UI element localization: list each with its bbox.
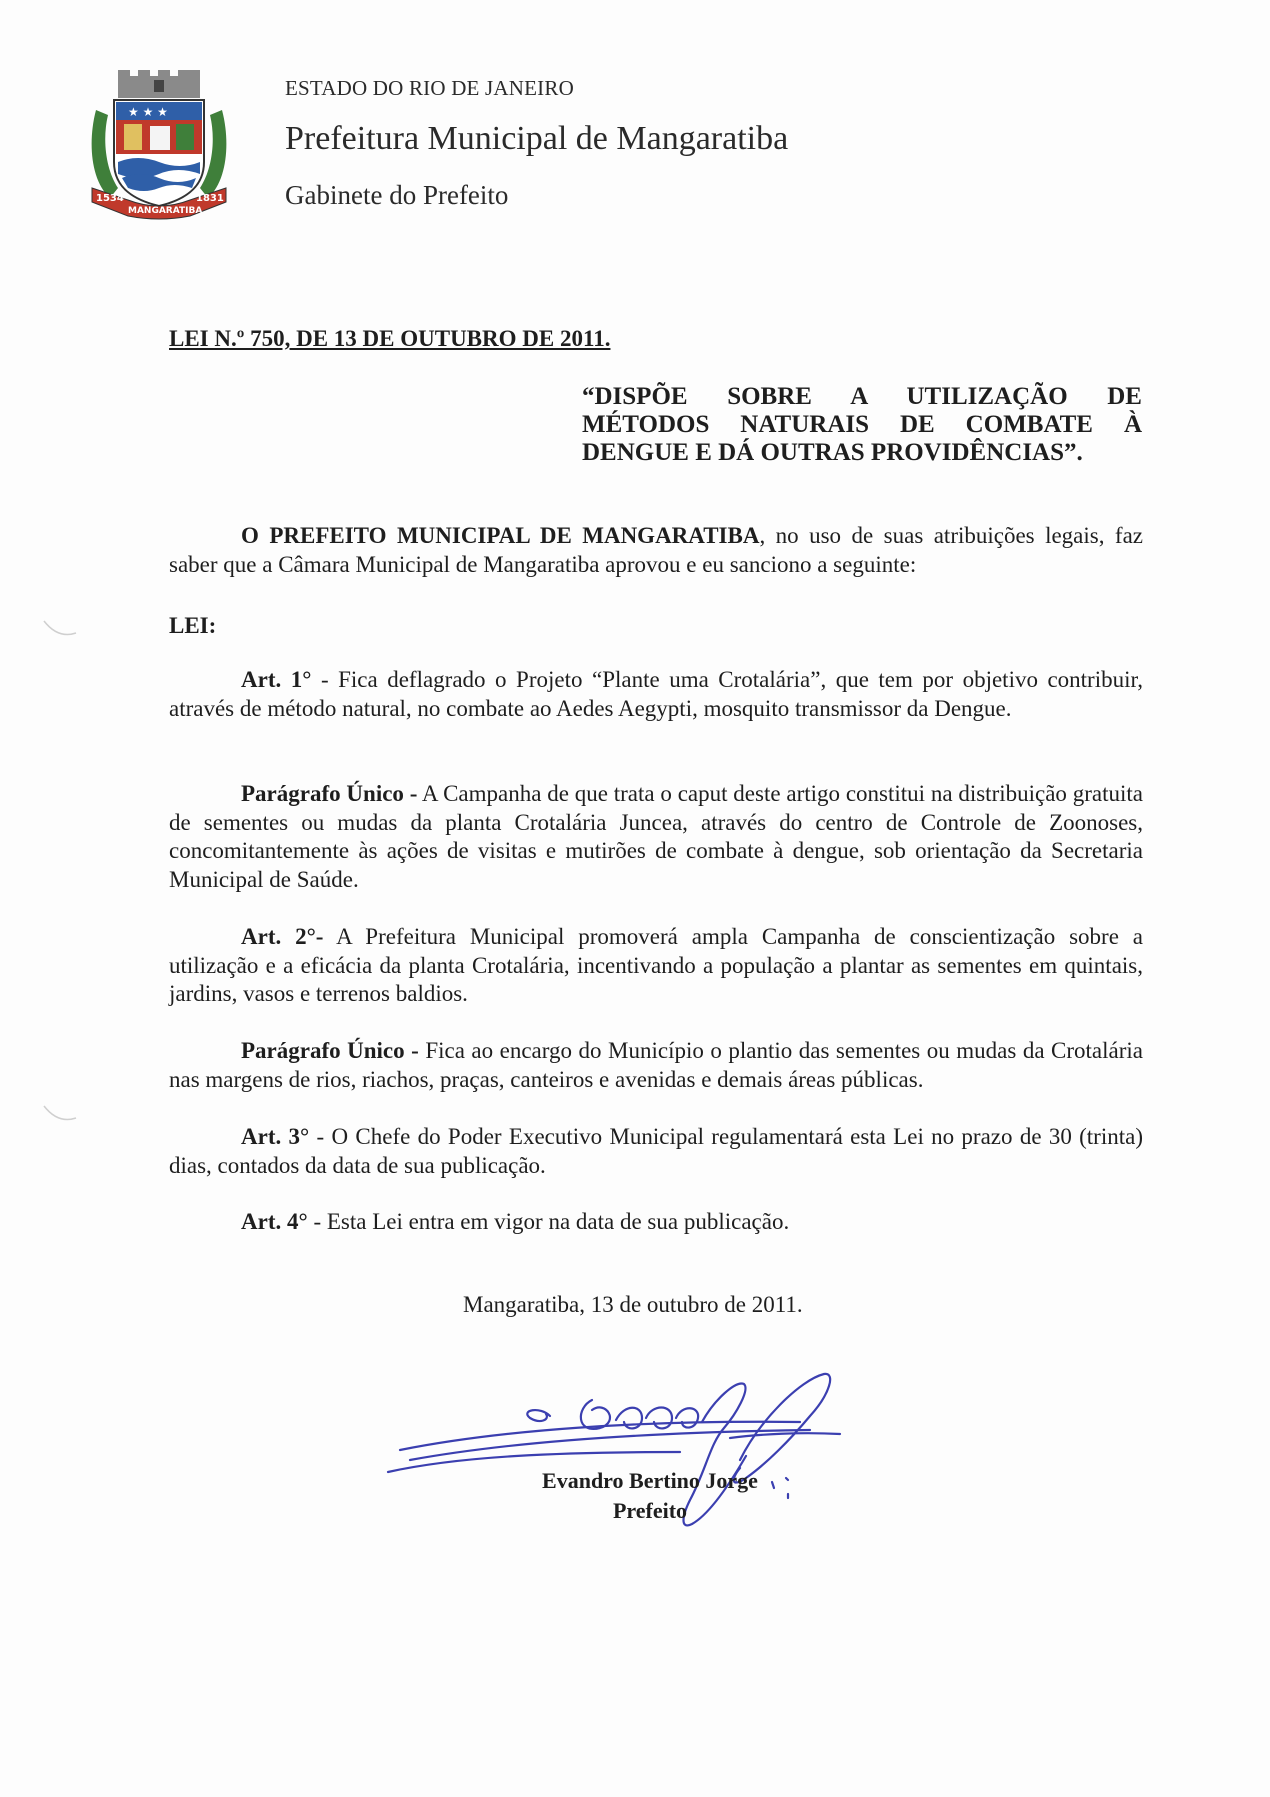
- paragraph-unico-1: [169, 780, 1143, 894]
- preamble: [169, 522, 1143, 579]
- ementa-line: MÉTODOS NATURAIS DE COMBATE À: [582, 411, 1142, 438]
- signer-name: Evandro Bertino Jorge: [542, 1468, 758, 1493]
- article-1: [169, 666, 1143, 723]
- state-heading: ESTADO DO RIO DE JANEIRO: [285, 76, 574, 100]
- binder-hole-mark: [40, 1100, 80, 1140]
- article-1-text: - Fica deflagrado o Projeto “Plante uma Crotalária”, que tem por objetivo contribuir, através de método natural, no combate ao Aedes Aegypti, mosquito transmissor da Dengue.: [169, 667, 1143, 721]
- binder-hole-mark: [40, 615, 80, 655]
- handwritten-signature: [380, 1360, 940, 1560]
- article-2: [169, 923, 1143, 1009]
- paragraph-unico-2: [169, 1037, 1143, 1094]
- article-3-label: Art. 3°: [241, 1124, 310, 1149]
- svg-text:★ ★ ★: ★ ★ ★: [128, 105, 168, 119]
- signer-role: Prefeito: [612, 1498, 688, 1523]
- gabinete-heading: Gabinete do Prefeito: [285, 180, 509, 210]
- ementa-line: DENGUE E DÁ OUTRAS PROVIDÊNCIAS”.: [582, 439, 1083, 466]
- article-4: [169, 1208, 1143, 1237]
- article-3: [169, 1123, 1143, 1180]
- paragraph-unico-2-label: Parágrafo Único -: [241, 1038, 419, 1063]
- lei-label: LEI:: [169, 613, 217, 638]
- law-ementa: [582, 383, 1142, 467]
- prefeitura-heading: Prefeitura Municipal de Mangaratiba: [285, 120, 789, 157]
- article-4-text: - Esta Lei entra em vigor na data de sua publicação.: [307, 1209, 790, 1234]
- preamble-text: , no uso de suas atribuições legais, faz saber que a Câmara Municipal de Mangaratiba aprovou e eu sanciono a seguinte:: [169, 523, 1143, 577]
- article-2-label: Art. 2°-: [241, 924, 324, 949]
- article-3-text: - O Chefe do Poder Executivo Municipal regulamentará esta Lei no prazo de 30 (trinta) dias, contados da data de sua publicação.: [169, 1124, 1143, 1178]
- svg-text:1831: 1831: [196, 193, 224, 204]
- signer-block: [520, 1466, 780, 1526]
- municipal-crest-logo: [88, 70, 230, 220]
- article-1-label: Art. 1°: [241, 667, 312, 692]
- ementa-line: “DISPÕE SOBRE A UTILIZAÇÃO DE: [582, 383, 1142, 410]
- article-4-label: Art. 4°: [241, 1209, 308, 1234]
- paragraph-unico-2-text: Fica ao encargo do Município o plantio das sementes ou mudas da Crotalária nas margens de rios, riachos, praças, canteiros e avenidas e demais áreas públicas.: [169, 1038, 1143, 1092]
- article-2-text: A Prefeitura Municipal promoverá ampla Campanha de conscientização sobre a utilização e a eficácia da planta Crotalária, incentivando a população a plantar as sementes em quintais, jardins, vasos e terrenos baldios.: [169, 924, 1143, 1006]
- place-date: Mangaratiba, 13 de outubro de 2011.: [463, 1292, 803, 1317]
- svg-text:1534: 1534: [96, 193, 124, 204]
- paragraph-unico-1-label: Parágrafo Único -: [241, 781, 418, 806]
- svg-text:MANGARATIBA: MANGARATIBA: [128, 206, 203, 216]
- preamble-bold: O PREFEITO MUNICIPAL DE MANGARATIBA: [241, 523, 760, 548]
- law-title: LEI N.º 750, DE 13 DE OUTUBRO DE 2011.: [169, 326, 611, 351]
- paragraph-unico-1-text: A Campanha de que trata o caput deste artigo constitui na distribuição gratuita de sementes ou mudas da planta Crotalária Juncea, através do centro de Controle de Zoonoses, concomitantemente às ações de visitas e mutirões de combate à dengue, sob orientação da Secretaria Municipal de Saúde.: [169, 781, 1143, 892]
